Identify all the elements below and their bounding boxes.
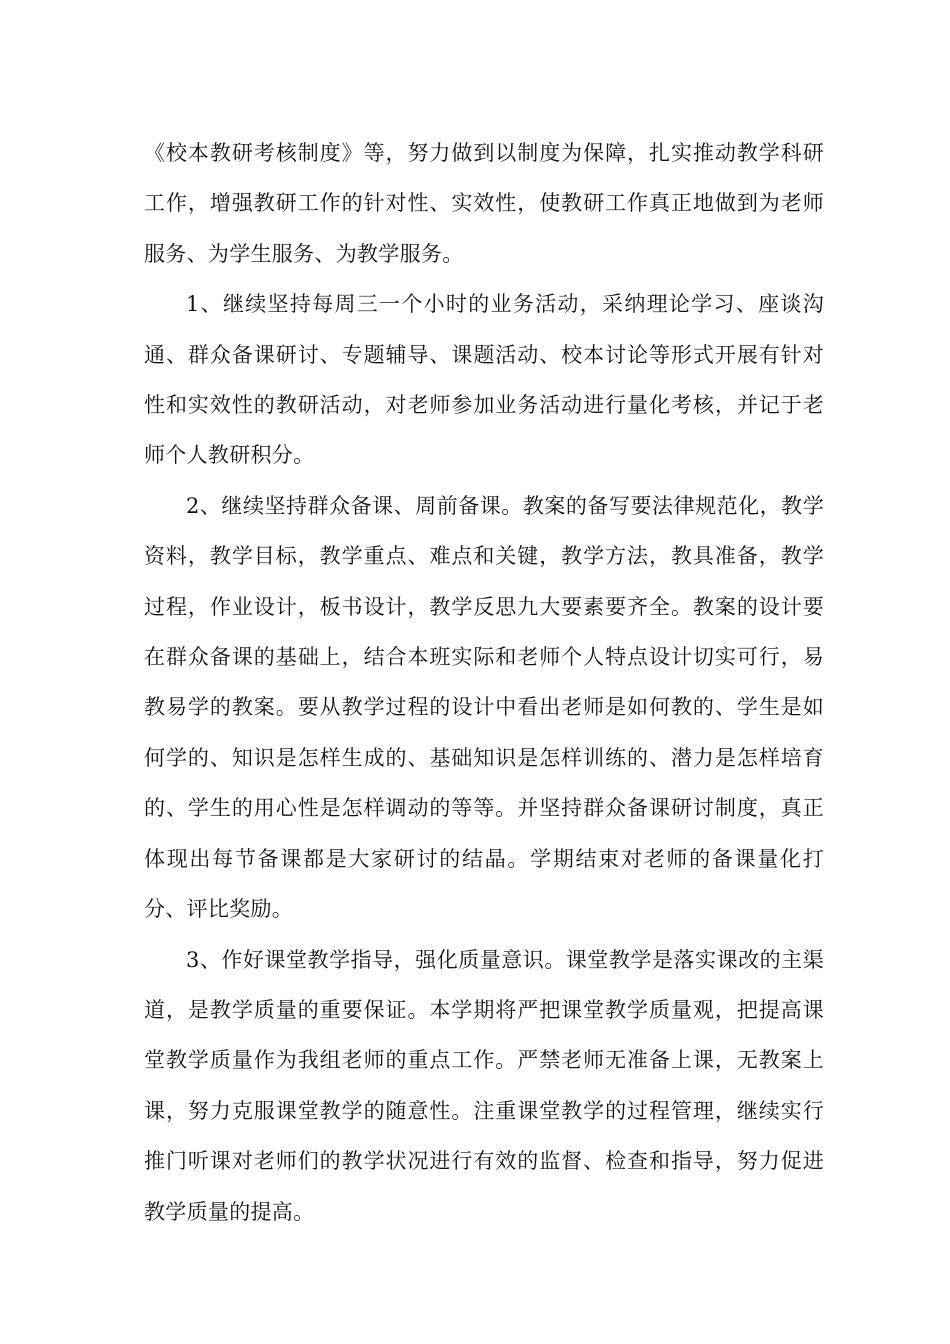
paragraph-item-1: 1、继续坚持每周三一个小时的业务活动，采纳理论学习、座谈沟通、群众备课研讨、专题辅导、课题活动、校本讨论等形式开展有针对性和实效性的教研活动，对老师参加业务活动进行量化考核，并记于老师个人教研积分。 [144,292,824,468]
paragraph-item-3: 3、作好课堂教学指导，强化质量意识。课堂教学是落实课改的主渠道，是教学质量的重要保证。本学期将严把课堂教学质量观，把提高课堂教学质量作为我组老师的重点工作。严禁老师无准备上课，无教案上课，努力克服课堂教学的随意性。注重课堂教学的过程管理，继续实行推门听课对老师们的教学状况进行有效的监督、检查和指导，努力促进教学质量的提高。 [144,947,824,1224]
paragraph-item-2: 2、继续坚持群众备课、周前备课。教案的备写要法律规范化，教学资料，教学目标，教学重点、难点和关键，教学方法，教具准备，教学过程，作业设计，板书设计，教学反思九大要素要齐全。教案的设计要在群众备课的基础上，结合本班实际和老师个人特点设计切实可行，易教易学的教案。要从教学过程的设计中看出老师是如何教的、学生是如何学的、知识是怎样生成的、基础知识是怎样训练的、潜力是怎样培育的、学生的用心性是怎样调动的等等。并坚持群众备课研讨制度，真正体现出每节备课都是大家研讨的结晶。学期结束对老师的备课量化打分、评比奖励。 [144,493,824,922]
paragraph-continued: 《校本教研考核制度》等，努力做到以制度为保障，扎实推动教学科研工作，增强教研工作的针对性、实效性，使教研工作真正地做到为老师服务、为学生服务、为教学服务。 [144,141,824,266]
document-body [144,128,824,1237]
